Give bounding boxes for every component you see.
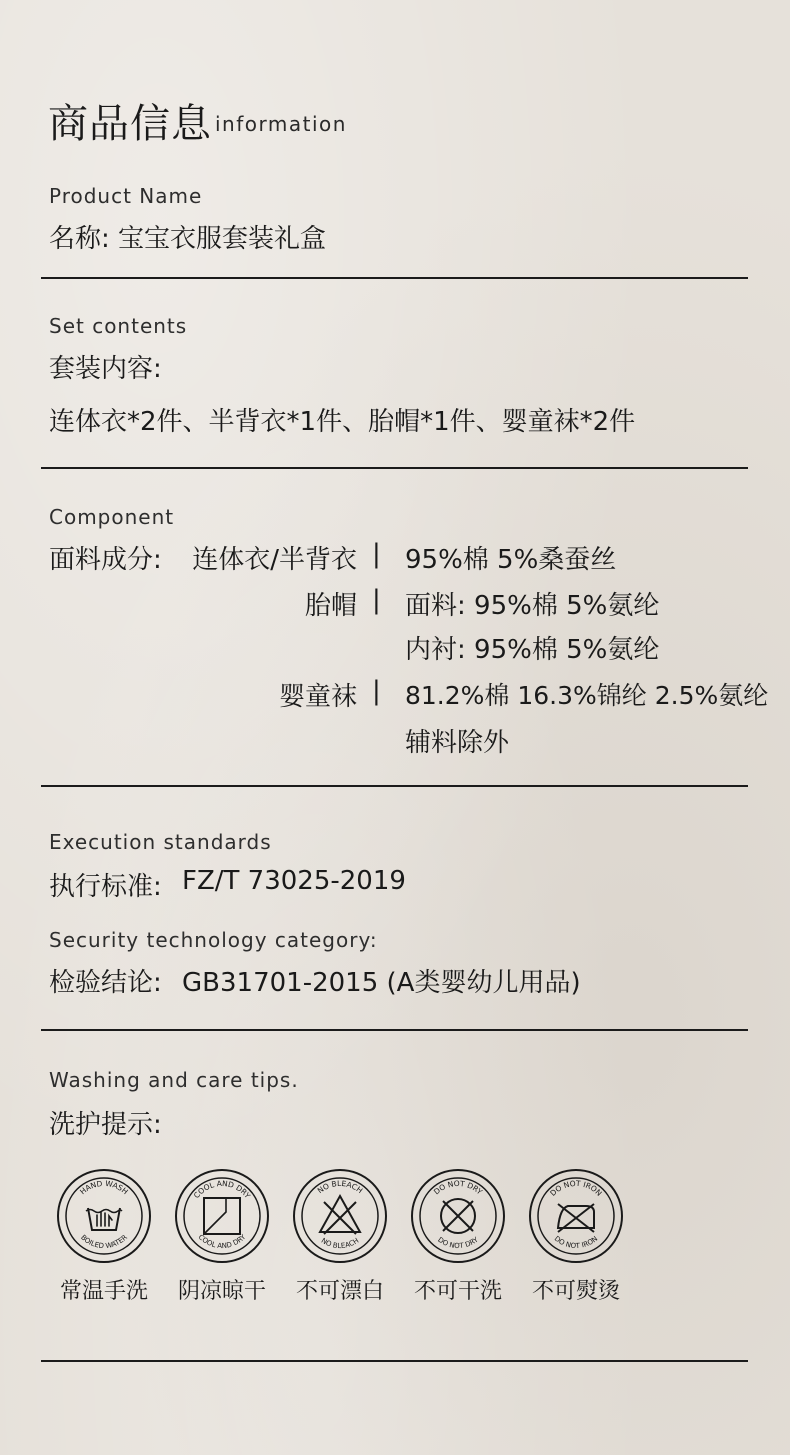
care-item — [526, 1168, 626, 1305]
security-label-cn: 检验结论: — [49, 968, 162, 998]
component-item: 连体衣/半背衣 — [192, 545, 357, 575]
standards-value: FZ/T 73025-2019 — [182, 866, 406, 896]
set-contents-items: 连体衣*2件、半背衣*1件、胎帽*1件、婴童袜*2件 — [49, 407, 636, 437]
care-label: 不可干洗 — [413, 1279, 502, 1304]
page-title: 商品信息 — [48, 101, 212, 147]
care-label: 常温手洗 — [59, 1279, 148, 1304]
svg-text:DO NOT DRY — [432, 1179, 484, 1197]
washing-label-en: Washing and care tips. — [49, 1068, 299, 1092]
hand-wash-icon — [56, 1168, 152, 1264]
ring-text: DO NOT DRY — [436, 1235, 480, 1251]
component-value: 95%棉 5%桑蚕丝 — [405, 545, 617, 575]
divider — [41, 785, 748, 787]
divider — [41, 1360, 748, 1362]
ring-text: NO BLEACH — [315, 1178, 365, 1196]
ring-text: DO NOT DRY — [431, 1178, 485, 1197]
care-label: 不可漂白 — [295, 1279, 384, 1304]
ring-text: COOL AND DRY — [191, 1178, 253, 1201]
svg-text:COOL AND DRY — [197, 1233, 248, 1251]
component-separator: | — [372, 585, 381, 615]
svg-text:DO NOT IRON — [548, 1179, 603, 1198]
care-label: 不可熨烫 — [531, 1279, 620, 1304]
ring-text: DO NOT IRON — [548, 1178, 604, 1198]
standards-label-en: Execution standards — [49, 830, 272, 854]
standards-label-cn: 执行标准: — [49, 872, 162, 902]
component-value: 面料: 95%棉 5%氨纶 — [405, 591, 660, 621]
svg-text:DO NOT IRON — [553, 1235, 599, 1250]
cool-and-dry-icon — [174, 1168, 270, 1264]
svg-text:HAND WASH — [78, 1179, 130, 1196]
product-name: 名称: 宝宝衣服套装礼盒 — [49, 224, 327, 254]
washing-label-cn: 洗护提示: — [49, 1110, 162, 1140]
component-item: 胎帽 — [304, 591, 357, 621]
security-label-en: Security technology category: — [49, 928, 378, 952]
ring-text: HAND WASH — [78, 1178, 130, 1197]
do-not-iron-icon — [528, 1168, 624, 1264]
component-value: 辅料除外 — [405, 728, 510, 758]
divider — [41, 277, 748, 279]
care-item — [54, 1168, 154, 1305]
divider — [41, 1029, 748, 1031]
component-item: 婴童袜 — [278, 682, 357, 712]
ring-text: NO BLEACH — [319, 1236, 361, 1251]
security-value: GB31701-2015 (A类婴幼儿用品) — [182, 968, 581, 998]
set-contents-label-en: Set contents — [49, 314, 188, 338]
set-contents-label-cn: 套装内容: — [49, 354, 162, 384]
component-label-en: Component — [49, 505, 175, 529]
ring-text: BOILED WATER — [79, 1233, 129, 1251]
care-item — [172, 1168, 272, 1305]
svg-text:DO NOT DRY — [436, 1235, 480, 1250]
component-value: 内衬: 95%棉 5%氨纶 — [405, 635, 660, 665]
do-not-dry-icon — [410, 1168, 506, 1264]
component-separator: | — [372, 539, 381, 569]
ring-text: COOL AND DRY — [196, 1233, 248, 1251]
care-item — [290, 1168, 390, 1305]
care-item — [408, 1168, 508, 1305]
svg-text:BOILED WATER — [79, 1233, 129, 1250]
care-label: 阴凉晾干 — [177, 1279, 266, 1304]
no-bleach-icon — [292, 1168, 388, 1264]
ring-text: DO NOT IRON — [552, 1234, 600, 1251]
product-name-label-en: Product Name — [49, 184, 203, 208]
component-label-cn: 面料成分: — [49, 545, 162, 575]
page-title-en: information — [215, 112, 347, 136]
component-value: 81.2%棉 16.3%锦纶 2.5%氨纶 — [405, 681, 769, 710]
divider — [41, 467, 748, 469]
component-separator: | — [372, 676, 381, 706]
svg-text:NO BLEACH — [320, 1237, 361, 1250]
